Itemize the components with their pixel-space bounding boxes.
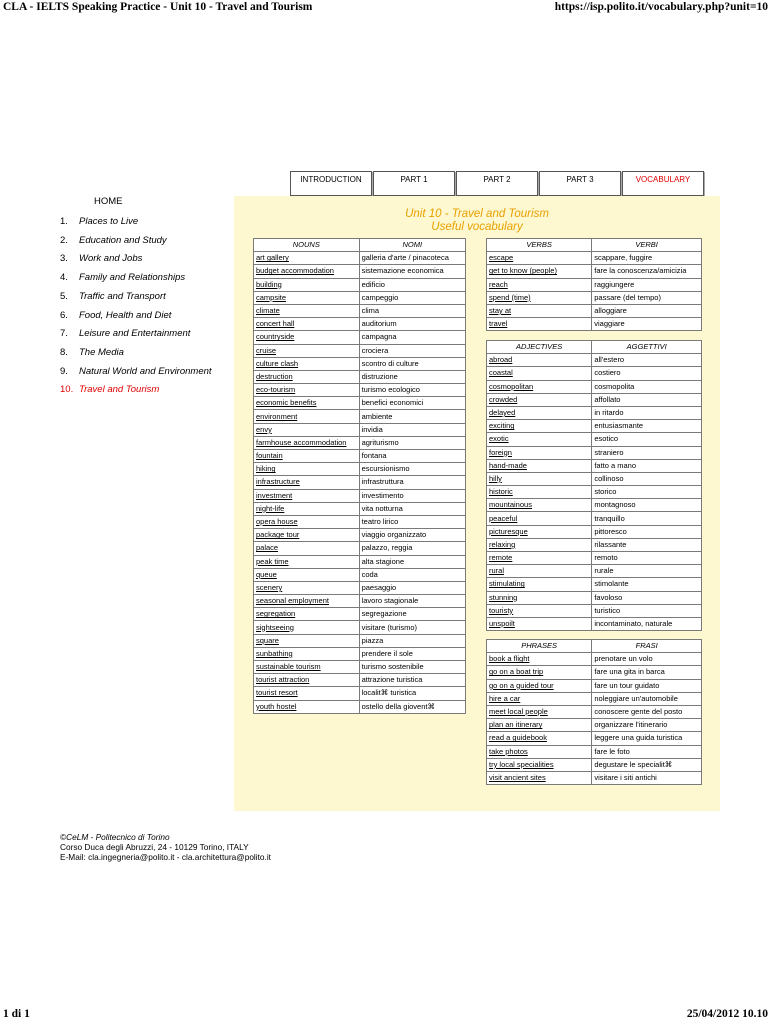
vocab-term-link[interactable]: infrastructure — [254, 476, 360, 489]
vocab-row — [487, 318, 702, 331]
vocab-translation: pittoresco — [592, 525, 702, 538]
vocab-row — [487, 771, 702, 784]
vocab-translation: montagnoso — [592, 499, 702, 512]
vocab-translation: costiero — [592, 367, 702, 380]
vocab-row — [487, 591, 702, 604]
vocab-term-link[interactable]: package tour — [254, 529, 360, 542]
nav-item-6[interactable] — [60, 310, 171, 321]
nav-item-label: Natural World and Environment — [79, 365, 212, 377]
vocab-translation: crociera — [359, 344, 465, 357]
nav-item-1[interactable] — [60, 216, 138, 227]
vocab-term-link[interactable]: tourist resort — [254, 687, 360, 700]
vocab-term-link[interactable]: environment — [254, 410, 360, 423]
phrases-header-it: FRASI — [592, 640, 702, 653]
nav-item-7[interactable] — [60, 328, 190, 339]
vocab-translation: auditorium — [359, 318, 465, 331]
vocab-translation: straniero — [592, 446, 702, 459]
nav-item-label: Food, Health and Diet — [79, 309, 172, 321]
vocab-row — [254, 463, 466, 476]
vocab-row — [487, 304, 702, 317]
vocab-row — [487, 393, 702, 406]
vocab-row — [254, 370, 466, 383]
vocab-row — [254, 621, 466, 634]
vocab-row — [254, 476, 466, 489]
vocab-term-link[interactable]: hiking — [254, 463, 360, 476]
vocab-translation: remoto — [592, 552, 702, 565]
vocab-row — [487, 653, 702, 666]
credits-copyright: ©CeLM - Politecnico di Torino — [60, 832, 170, 842]
nav-item-label: Family and Relationships — [79, 272, 186, 284]
vocab-translation: prendere il sole — [359, 647, 465, 660]
vocab-row — [487, 486, 702, 499]
vocab-row — [254, 304, 466, 317]
vocab-term-link[interactable]: envy — [254, 423, 360, 436]
vocab-row — [487, 719, 702, 732]
vocab-translation: prenotare un volo — [592, 653, 702, 666]
vocab-translation: organizzare l'itinerario — [592, 719, 702, 732]
vocab-row — [487, 459, 702, 472]
vocab-row — [487, 367, 702, 380]
vocab-term-link[interactable]: historic — [487, 486, 592, 499]
vocab-translation: invidia — [359, 423, 465, 436]
vocab-translation: ambiente — [359, 410, 465, 423]
nav-item-number: 8. — [60, 346, 68, 358]
nav-item-number: 6. — [60, 309, 68, 321]
vocab-term-link[interactable]: building — [254, 278, 360, 291]
nav-item-number: 3. — [60, 253, 68, 265]
vocabulary-panel — [234, 196, 720, 811]
vocab-translation: viaggio organizzato — [359, 529, 465, 542]
vocab-translation: escursionismo — [359, 463, 465, 476]
vocab-row — [487, 666, 702, 679]
vocab-translation: affollato — [592, 393, 702, 406]
vocab-translation: fatto a mano — [592, 459, 702, 472]
vocab-row — [254, 674, 466, 687]
vocab-term-link[interactable]: crowded — [487, 393, 592, 406]
vocab-row — [254, 384, 466, 397]
nav-item-number: 10. — [60, 384, 74, 396]
nav-item-10[interactable] — [60, 384, 159, 395]
vocab-translation: collinoso — [592, 472, 702, 485]
verbs-header-it: VERBI — [592, 239, 702, 252]
phrases-table — [486, 639, 702, 785]
vocab-translation: favoloso — [592, 591, 702, 604]
vocab-translation: visitare i siti antichi — [592, 771, 702, 784]
vocab-term-link[interactable]: seasonal employment — [254, 595, 360, 608]
vocab-term-link[interactable]: cruise — [254, 344, 360, 357]
vocab-row — [254, 502, 466, 515]
vocab-translation: storico — [592, 486, 702, 499]
vocab-term-link[interactable]: art gallery — [254, 252, 360, 265]
nav-item-4[interactable] — [60, 272, 185, 283]
vocab-translation: localit⌘ turistica — [359, 687, 465, 700]
nav-item-number: 4. — [60, 272, 68, 284]
vocab-row — [254, 252, 466, 265]
vocab-term-link[interactable]: abroad — [487, 354, 592, 367]
vocab-translation: noleggiare un'automobile — [592, 692, 702, 705]
vocab-translation: investimento — [359, 489, 465, 502]
panel-title-subtitle: Useful vocabulary — [431, 221, 523, 233]
vocab-row — [254, 568, 466, 581]
vocab-term-link[interactable]: reach — [487, 278, 592, 291]
vocab-row — [254, 647, 466, 660]
vocab-translation: all'estero — [592, 354, 702, 367]
vocab-term-link[interactable]: scenery — [254, 581, 360, 594]
vocab-term-link[interactable]: youth hostel — [254, 700, 360, 713]
vocab-term-link[interactable]: peaceful — [487, 512, 592, 525]
nav-item-label: Work and Jobs — [79, 253, 143, 265]
vocab-row — [254, 687, 466, 700]
nav-item-label: The Media — [79, 346, 124, 358]
vocab-row — [487, 433, 702, 446]
vocab-row — [487, 578, 702, 591]
vocab-term-link[interactable]: sightseeing — [254, 621, 360, 634]
print-page-url: https://isp.polito.it/vocabulary.php?unit=10 — [554, 1, 768, 13]
nav-item-label: Places to Live — [79, 216, 139, 227]
vocab-term-link[interactable]: economic benefits — [254, 397, 360, 410]
vocab-translation: turismo sostenibile — [359, 661, 465, 674]
vocab-term-link[interactable]: peak time — [254, 555, 360, 568]
print-datetime: 25/04/2012 10.10 — [686, 1008, 768, 1020]
vocab-translation: in ritardo — [592, 406, 702, 419]
vocab-term-link[interactable]: hilly — [487, 472, 592, 485]
vocab-term-link[interactable]: get to know (people) — [487, 265, 592, 278]
vocab-term-link[interactable]: coastal — [487, 367, 592, 380]
vocab-translation: viaggiare — [592, 318, 702, 331]
vocab-row — [487, 291, 702, 304]
vocab-term-link[interactable]: hand-made — [487, 459, 592, 472]
credits-email[interactable]: E-Mail: cla.ingegneria@polito.it - cla.architettura@polito.it — [60, 852, 271, 862]
vocab-term-link[interactable]: rural — [487, 565, 592, 578]
adjectives-header-it: AGGETTIVI — [592, 341, 702, 354]
vocab-term-link[interactable]: escape — [487, 252, 592, 265]
nav-item-number: 1. — [60, 216, 68, 227]
vocab-term-link[interactable]: stay at — [487, 304, 592, 317]
vocab-row — [487, 705, 702, 718]
credits-address: Corso Duca degli Abruzzi, 24 - 10129 Torino, ITALY — [60, 842, 249, 852]
vocab-translation: infrastruttura — [359, 476, 465, 489]
print-page-title: CLA - IELTS Speaking Practice - Unit 10 - Travel and Tourism — [3, 1, 313, 13]
vocab-row — [254, 634, 466, 647]
vocab-row — [254, 581, 466, 594]
vocab-row — [254, 529, 466, 542]
vocab-translation: paesaggio — [359, 581, 465, 594]
nav-item-label: Leisure and Entertainment — [79, 328, 191, 340]
vocab-row — [254, 515, 466, 528]
vocab-row — [254, 278, 466, 291]
tab-vocabulary[interactable]: VOCABULARY — [622, 171, 704, 196]
nav-item-number: 7. — [60, 328, 68, 340]
vocab-term-link[interactable]: destruction — [254, 370, 360, 383]
print-page-number: 1 di 1 — [3, 1008, 30, 1020]
vocab-term-link[interactable]: investment — [254, 489, 360, 502]
vocab-row — [487, 565, 702, 578]
vocab-translation: conoscere gente del posto — [592, 705, 702, 718]
vocab-term-link[interactable]: relaxing — [487, 538, 592, 551]
adjectives-header-en: ADJECTIVES — [487, 341, 592, 354]
vocab-term-link[interactable]: foreign — [487, 446, 592, 459]
vocab-translation: cosmopolita — [592, 380, 702, 393]
vocab-row — [254, 344, 466, 357]
vocab-row — [254, 700, 466, 713]
vocab-row — [254, 436, 466, 449]
tab-introduction[interactable]: INTRODUCTION — [290, 171, 372, 196]
adjectives-table — [486, 340, 702, 631]
vocab-row — [487, 604, 702, 617]
vocab-translation: raggiungere — [592, 278, 702, 291]
vocab-row — [487, 354, 702, 367]
nav-item-8[interactable] — [60, 347, 124, 358]
vocab-term-link[interactable]: cosmopolitan — [487, 380, 592, 393]
vocab-row — [487, 472, 702, 485]
verbs-header-en: VERBS — [487, 239, 592, 252]
vocab-translation: coda — [359, 568, 465, 581]
vocab-term-link[interactable]: delayed — [487, 406, 592, 419]
nouns-header-en: NOUNS — [254, 239, 360, 252]
vocab-term-link[interactable]: segregation — [254, 608, 360, 621]
vocab-row — [487, 252, 702, 265]
vocab-translation: sistemazione economica — [359, 265, 465, 278]
vocab-translation: distruzione — [359, 370, 465, 383]
vocab-term-link[interactable]: remote — [487, 552, 592, 565]
vocab-translation: segregazione — [359, 608, 465, 621]
vocab-term-link[interactable]: spend (time) — [487, 291, 592, 304]
vocab-row — [254, 608, 466, 621]
tab-part-3[interactable]: PART 3 — [539, 171, 621, 196]
vocab-row — [254, 357, 466, 370]
vocab-translation: alloggiare — [592, 304, 702, 317]
vocab-row — [487, 278, 702, 291]
vocab-term-link[interactable]: fountain — [254, 450, 360, 463]
vocab-translation: rurale — [592, 565, 702, 578]
vocab-row — [487, 679, 702, 692]
vocab-translation: fare le foto — [592, 745, 702, 758]
vocab-term-link[interactable]: read a guidebook — [487, 732, 592, 745]
vocab-term-link[interactable]: take photos — [487, 745, 592, 758]
vocab-row — [254, 450, 466, 463]
vocab-translation: lavoro stagionale — [359, 595, 465, 608]
vocab-row — [487, 499, 702, 512]
vocab-term-link[interactable]: concert hall — [254, 318, 360, 331]
vocab-term-link[interactable]: tourist attraction — [254, 674, 360, 687]
vocab-row — [254, 265, 466, 278]
vocab-row — [487, 692, 702, 705]
nav-item-3[interactable] — [60, 253, 142, 264]
vocab-row — [487, 617, 702, 630]
nav-item-2[interactable] — [60, 235, 167, 246]
phrases-header-en: PHRASES — [487, 640, 592, 653]
vocab-term-link[interactable]: countryside — [254, 331, 360, 344]
vocab-translation: fare la conoscenza/amicizia — [592, 265, 702, 278]
vocab-translation: degustare le specialit⌘ — [592, 758, 702, 771]
vocab-row — [487, 380, 702, 393]
vocab-row — [487, 512, 702, 525]
print-footer — [0, 1004, 768, 1024]
vocab-term-link[interactable]: try local specialities — [487, 758, 592, 771]
vocab-translation: turistico — [592, 604, 702, 617]
vocab-term-link[interactable]: budget accommodation — [254, 265, 360, 278]
vocab-translation: fare una gita in barca — [592, 666, 702, 679]
vocab-translation: ostello della giovent⌘ — [359, 700, 465, 713]
vocab-row — [487, 420, 702, 433]
vocab-row — [487, 525, 702, 538]
vocab-row — [254, 595, 466, 608]
vocab-translation: edificio — [359, 278, 465, 291]
vocab-term-link[interactable]: campsite — [254, 291, 360, 304]
vocab-translation: vita notturna — [359, 502, 465, 515]
vocab-term-link[interactable]: climate — [254, 304, 360, 317]
vocab-term-link[interactable]: unspoilt — [487, 617, 592, 630]
vocab-translation: stimolante — [592, 578, 702, 591]
vocab-translation: campeggio — [359, 291, 465, 304]
vocab-term-link[interactable]: hire a car — [487, 692, 592, 705]
nav-item-label: Travel and Tourism — [79, 384, 160, 396]
nav-item-number: 9. — [60, 365, 68, 377]
vocab-term-link[interactable]: meet local people — [487, 705, 592, 718]
vocab-translation: visitare (turismo) — [359, 621, 465, 634]
vocab-term-link[interactable]: exotic — [487, 433, 592, 446]
nav-item-9[interactable] — [60, 366, 212, 377]
vocab-term-link[interactable]: stimulating — [487, 578, 592, 591]
vocab-row — [487, 446, 702, 459]
vocab-translation: scappare, fuggire — [592, 252, 702, 265]
vocab-row — [254, 542, 466, 555]
site-credits — [60, 832, 271, 862]
vocab-translation: tranquillo — [592, 512, 702, 525]
vocab-translation: fontana — [359, 450, 465, 463]
tab-part-1[interactable]: PART 1 — [373, 171, 455, 196]
vocab-row — [254, 331, 466, 344]
vocab-translation: palazzo, reggia — [359, 542, 465, 555]
panel-title — [234, 208, 720, 234]
vocab-translation: incontaminato, naturale — [592, 617, 702, 630]
tab-part-2[interactable]: PART 2 — [456, 171, 538, 196]
nav-item-5[interactable] — [60, 291, 166, 302]
vocab-translation: fare un tour guidato — [592, 679, 702, 692]
vocab-row — [487, 538, 702, 551]
vocab-translation: clima — [359, 304, 465, 317]
vocab-row — [254, 555, 466, 568]
vocab-term-link[interactable]: palace — [254, 542, 360, 555]
vocab-term-link[interactable]: sustainable tourism — [254, 661, 360, 674]
vocab-term-link[interactable]: eco-tourism — [254, 384, 360, 397]
panel-title-unit: Unit 10 - Travel and Tourism — [405, 208, 549, 220]
vocab-translation: campagna — [359, 331, 465, 344]
vocab-translation: passare (del tempo) — [592, 291, 702, 304]
vocab-translation: esotico — [592, 433, 702, 446]
vocab-row — [487, 406, 702, 419]
vocab-term-link[interactable]: farmhouse accommodation — [254, 436, 360, 449]
vocab-row — [254, 661, 466, 674]
vocab-term-link[interactable]: picturesque — [487, 525, 592, 538]
vocab-translation: teatro lirico — [359, 515, 465, 528]
nav-item-number: 2. — [60, 234, 68, 246]
vocab-term-link[interactable]: sunbathing — [254, 647, 360, 660]
vocab-term-link[interactable]: book a flight — [487, 653, 592, 666]
nouns-table — [253, 238, 466, 714]
nouns-header-it: NOMI — [359, 239, 465, 252]
vocab-row — [254, 397, 466, 410]
vocab-translation: rilassante — [592, 538, 702, 551]
vocab-row — [487, 265, 702, 278]
vocab-row — [254, 489, 466, 502]
vocab-term-link[interactable]: night-life — [254, 502, 360, 515]
vocab-row — [487, 758, 702, 771]
vocab-translation: alta stagione — [359, 555, 465, 568]
vocab-term-link[interactable]: stunning — [487, 591, 592, 604]
vocab-row — [254, 291, 466, 304]
vocab-translation: agriturismo — [359, 436, 465, 449]
vocab-translation: piazza — [359, 634, 465, 647]
vocab-translation: leggere una guida turistica — [592, 732, 702, 745]
vocab-term-link[interactable]: culture clash — [254, 357, 360, 370]
vocab-translation: benefici economici — [359, 397, 465, 410]
vocab-row — [487, 745, 702, 758]
vocab-term-link[interactable]: opera house — [254, 515, 360, 528]
vocab-term-link[interactable]: queue — [254, 568, 360, 581]
vocab-term-link[interactable]: square — [254, 634, 360, 647]
vocab-term-link[interactable]: touristy — [487, 604, 592, 617]
nav-item-label: Traffic and Transport — [79, 290, 166, 302]
vocab-translation: galleria d'arte / pinacoteca — [359, 252, 465, 265]
vocab-row — [254, 423, 466, 436]
nav-item-label: Education and Study — [79, 234, 167, 246]
vocab-row — [254, 410, 466, 423]
vocab-term-link[interactable]: go on a guided tour — [487, 679, 592, 692]
vocab-translation: entusiasmante — [592, 420, 702, 433]
vocab-translation: attrazione turistica — [359, 674, 465, 687]
vocab-term-link[interactable]: travel — [487, 318, 592, 331]
vocab-row — [487, 552, 702, 565]
vocab-term-link[interactable]: plan an itinerary — [487, 719, 592, 732]
vocab-row — [487, 732, 702, 745]
vocab-term-link[interactable]: visit ancient sites — [487, 771, 592, 784]
vocab-term-link[interactable]: go on a boat trip — [487, 666, 592, 679]
vocab-translation: scontro di culture — [359, 357, 465, 370]
vocab-row — [254, 318, 466, 331]
vocab-translation: turismo ecologico — [359, 384, 465, 397]
vocab-term-link[interactable]: mountainous — [487, 499, 592, 512]
nav-item-number: 5. — [60, 290, 68, 302]
nav-home-link[interactable]: HOME — [94, 196, 123, 207]
verbs-table — [486, 238, 702, 331]
vocab-term-link[interactable]: exciting — [487, 420, 592, 433]
print-header — [0, 0, 768, 16]
